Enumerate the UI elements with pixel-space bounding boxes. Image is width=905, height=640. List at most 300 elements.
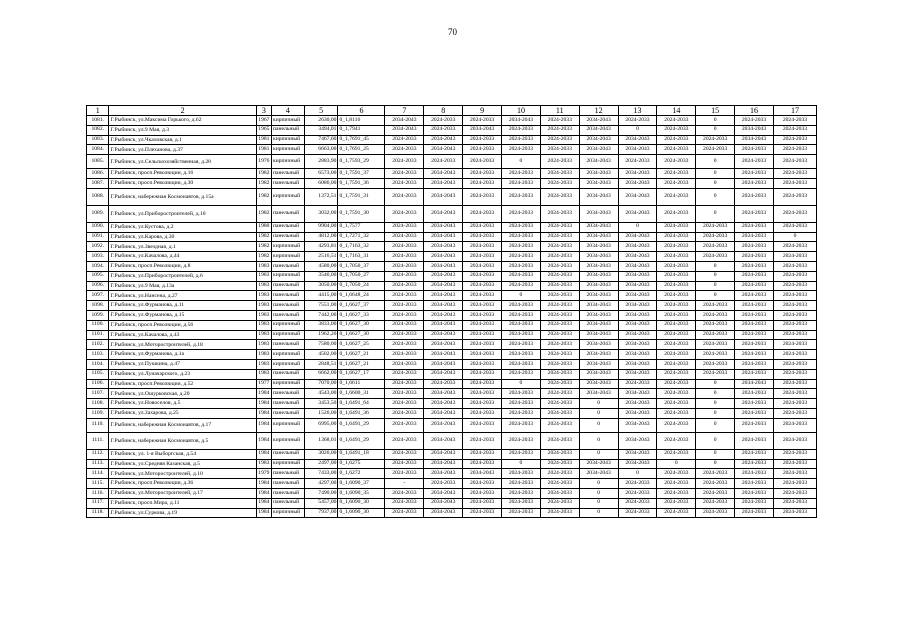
cell-14: 2024-2033 [657, 330, 696, 340]
cell-12: 2034-2043 [579, 145, 618, 155]
cell-10: 2024-2033 [502, 281, 541, 291]
address: Г.Рыбинск, ул.Моторостроителей, д.10 [109, 469, 256, 479]
cell-14: 2024-2033 [657, 350, 696, 360]
cell-9: 2024-2033 [463, 281, 502, 291]
area: 3026,00 [304, 449, 338, 459]
wall-material: панельный [272, 291, 305, 301]
cell-17: 2024-2033 [773, 145, 816, 155]
code: 0_1,6627_30 [338, 330, 385, 340]
code: 0_1,6611 [338, 379, 385, 389]
cell-15: 2024-2033 [696, 222, 735, 232]
cell-13: 2034-2043 [618, 178, 657, 188]
cell-17: 2024-2033 [773, 291, 816, 301]
wall-material: кирпичный [272, 320, 305, 330]
code: 0_1,6627_25 [338, 340, 385, 350]
cell-15: 0 [696, 155, 735, 169]
year-built: 1981 [256, 135, 271, 145]
table-row [87, 359, 817, 369]
cell-17: 2024-2033 [773, 330, 816, 340]
cell-17: 2024-2033 [773, 379, 816, 389]
code: 0_1,6272 [338, 469, 385, 479]
cell-17: 2024-2033 [773, 432, 816, 449]
cell-8: 2024-2033 [424, 479, 463, 489]
cell-11: 2024-2033 [540, 291, 579, 301]
column-header: 4 [272, 106, 305, 116]
cell-10: 2024-2033 [502, 488, 541, 498]
cell-16: 2024-2033 [735, 418, 774, 432]
cell-12: 0 [579, 418, 618, 432]
wall-material: кирпичный [272, 116, 305, 126]
area: 3833,00 [304, 320, 338, 330]
year-built: 1983 [256, 261, 271, 271]
column-header: 14 [657, 106, 696, 116]
area: 4293,81 [304, 242, 338, 252]
cell-9: 2024-2033 [463, 242, 502, 252]
code: 0_1,7591_30 [338, 205, 385, 222]
cell-8: 2034-2043 [424, 350, 463, 360]
cell-11: 2024-2033 [540, 205, 579, 222]
cell-12: 2034-2043 [579, 242, 618, 252]
area: 2497,00 [304, 459, 338, 469]
address: Г.Рыбинск, ул.Моторостроителей, д.17 [109, 488, 256, 498]
table-row [87, 469, 817, 479]
data-table [86, 105, 817, 518]
year-built: 1984 [256, 498, 271, 508]
row-number: 1083. [87, 135, 109, 145]
cell-16: 2024-2033 [735, 488, 774, 498]
column-header: 9 [463, 106, 502, 116]
cell-8: 2034-2043 [424, 205, 463, 222]
cell-8: 2034-2043 [424, 449, 463, 459]
row-number: 1092. [87, 242, 109, 252]
row-number: 1100. [87, 320, 109, 330]
row-number: 1116. [87, 488, 109, 498]
cell-17: 0 [773, 232, 816, 242]
code: 0_1,6275 [338, 459, 385, 469]
cell-16: 2024-2033 [735, 432, 774, 449]
cell-7: 2024-2033 [385, 178, 424, 188]
area: 7070,00 [304, 379, 338, 389]
area: 1526,00 [304, 408, 338, 418]
cell-7: 2024-2033 [385, 188, 424, 205]
cell-11: 2024-2033 [540, 222, 579, 232]
cell-12: 0 [579, 449, 618, 459]
cell-9: 2024-2033 [463, 498, 502, 508]
wall-material: панельный [272, 205, 305, 222]
area: 6573,00 [304, 169, 338, 179]
cell-11: 2024-2033 [540, 340, 579, 350]
area: 7580,00 [304, 340, 338, 350]
wall-material: панельный [272, 449, 305, 459]
cell-11: 2024-2033 [540, 301, 579, 311]
cell-17: 2024-2033 [773, 389, 816, 399]
table-row [87, 320, 817, 330]
cell-9: 2024-2033 [463, 169, 502, 179]
wall-material: панельный [272, 389, 305, 399]
address: Г.Рыбинск, ул. 1-я Выборгская, д.54 [109, 449, 256, 459]
cell-7: 2024-2033 [385, 350, 424, 360]
row-number: 1117. [87, 498, 109, 508]
cell-11: 2024-2033 [540, 449, 579, 459]
year-built: 1983 [256, 359, 271, 369]
year-built: 1984 [256, 408, 271, 418]
cell-14: 2024-2033 [657, 271, 696, 281]
table-row [87, 135, 817, 145]
wall-material: кирпичный [272, 359, 305, 369]
address: Г.Рыбинск, ул.Сельскохозяйственная, д.28 [109, 155, 256, 169]
code: 0_1,6648_24 [338, 291, 385, 301]
code: 0_1,6627_33 [338, 310, 385, 320]
cell-10: 2024-2033 [502, 350, 541, 360]
cell-12: 0 [579, 408, 618, 418]
wall-material: кирпичный [272, 242, 305, 252]
row-number: 1084. [87, 145, 109, 155]
column-header: 16 [735, 106, 774, 116]
cell-13: 0 [618, 125, 657, 135]
table-row [87, 399, 817, 409]
cell-15: 0 [696, 408, 735, 418]
address: Г.Рыбинск, ул.Плеханова, д.37 [109, 145, 256, 155]
code: 0_1,6627_21 [338, 350, 385, 360]
cell-10: 0 [502, 379, 541, 389]
cell-14: 2024-2033 [657, 359, 696, 369]
cell-15: 2024-2033 [696, 350, 735, 360]
cell-15: 0 [696, 389, 735, 399]
table-row [87, 330, 817, 340]
row-number: 1095. [87, 271, 109, 281]
cell-17: 2024-2033 [773, 449, 816, 459]
cell-14: 2024-2033 [657, 432, 696, 449]
cell-12: 0 [579, 432, 618, 449]
column-header: 10 [502, 106, 541, 116]
cell-10: 2024-2033 [502, 369, 541, 379]
wall-material: панельный [272, 399, 305, 409]
cell-12: 0 [579, 399, 618, 409]
cell-11: 2024-2033 [540, 261, 579, 271]
cell-16: 2024-2033 [735, 449, 774, 459]
column-header: 13 [618, 106, 657, 116]
cell-15: 0 [696, 178, 735, 188]
year-built: 1983 [256, 320, 271, 330]
cell-17: 2024-2033 [773, 350, 816, 360]
table-row [87, 418, 817, 432]
cell-8: 2034-2043 [424, 359, 463, 369]
year-built: 1983 [256, 459, 271, 469]
row-number: 1086. [87, 169, 109, 179]
year-built: 1984 [256, 418, 271, 432]
cell-7: 2024-2033 [385, 408, 424, 418]
cell-17: 2024-2033 [773, 242, 816, 252]
address: Г.Рыбинск, набережная Космонавтов, д.15а [109, 188, 256, 205]
cell-10: 2024-2033 [502, 261, 541, 271]
cell-12: 2034-2043 [579, 389, 618, 399]
table-row [87, 449, 817, 459]
cell-13: 2034-2043 [618, 291, 657, 301]
cell-9: 2024-2033 [463, 350, 502, 360]
address: Г.Рыбинск, просп.Революции, д.52 [109, 379, 256, 389]
cell-17: 2024-2033 [773, 359, 816, 369]
cell-7: 2034-2043 [385, 116, 424, 126]
cell-15: 2024-2033 [696, 145, 735, 155]
address: Г.Рыбинск, ул.Захарова, д.25 [109, 408, 256, 418]
cell-13: 0 [618, 222, 657, 232]
code: 0_1,6627_37 [338, 301, 385, 311]
cell-8: 2034-2043 [424, 408, 463, 418]
cell-17: 2024-2033 [773, 479, 816, 489]
cell-14: 2024-2033 [657, 252, 696, 262]
cell-8: 2034-2043 [424, 418, 463, 432]
cell-12: 2034-2043 [579, 125, 618, 135]
address: Г.Рыбинск, ул.Приборостроителей, д.6 [109, 271, 256, 281]
cell-17: 2024-2033 [773, 281, 816, 291]
table-row [87, 261, 817, 271]
wall-material: кирпичный [272, 271, 305, 281]
year-built: 1983 [256, 330, 271, 340]
cell-8: 2034-2043 [424, 469, 463, 479]
address: Г.Рыбинск, ул.Пушкина, д.47 [109, 359, 256, 369]
cell-11: 2024-2033 [540, 155, 579, 169]
cell-12: 2034-2043 [579, 469, 618, 479]
cell-12: 2034-2043 [579, 155, 618, 169]
area: 4297,00 [304, 479, 338, 489]
cell-9: 2024-2033 [463, 488, 502, 498]
area: 7551,00 [304, 301, 338, 311]
cell-17: 2024-2033 [773, 408, 816, 418]
cell-17: 2024-2033 [773, 125, 816, 135]
wall-material: панельный [272, 261, 305, 271]
year-built: 1982 [256, 169, 271, 179]
cell-15: 2024-2033 [696, 508, 735, 518]
cell-11: 2024-2033 [540, 178, 579, 188]
cell-17: 2024-2033 [773, 205, 816, 222]
cell-16: 2024-2033 [735, 389, 774, 399]
wall-material: панельный [272, 301, 305, 311]
cell-14: 2024-2033 [657, 188, 696, 205]
cell-13: 2034-2043 [618, 389, 657, 399]
area: 2516,51 [304, 252, 338, 262]
address: Г.Рыбинск, ул.Моторостроителей, д.18 [109, 340, 256, 350]
cell-12: 0 [579, 479, 618, 489]
cell-16: 2024-2033 [735, 340, 774, 350]
cell-12: 2034-2043 [579, 178, 618, 188]
cell-15: 2024-2033 [696, 320, 735, 330]
cell-16: 2024-2033 [735, 359, 774, 369]
cell-11: 2024-2033 [540, 252, 579, 262]
cell-13: 2034-2043 [618, 408, 657, 418]
year-built: 1982 [256, 178, 271, 188]
year-built: 1983 [256, 291, 271, 301]
cell-17: 2024-2033 [773, 169, 816, 179]
cell-10: 2024-2033 [502, 418, 541, 432]
code: 0_1,7691_25 [338, 145, 385, 155]
code: 0_1,6491_29 [338, 418, 385, 432]
row-number: 1098. [87, 301, 109, 311]
row-number: 1097. [87, 291, 109, 301]
cell-15: 2024-2033 [696, 242, 735, 252]
wall-material: кирпичный [272, 188, 305, 205]
area: 7490,00 [304, 488, 338, 498]
cell-14: 2024-2033 [657, 291, 696, 301]
address: Г.Рыбинск, ул.Максима Горького, д.62 [109, 116, 256, 126]
code: 0_1,7691_45 [338, 135, 385, 145]
column-header: 5 [304, 106, 338, 116]
cell-9: 2024-2033 [463, 330, 502, 340]
cell-11: 2024-2033 [540, 399, 579, 409]
cell-16: 2024-2033 [735, 232, 774, 242]
year-built: 1983 [256, 340, 271, 350]
cell-17: 2024-2033 [773, 340, 816, 350]
cell-7: 2024-2033 [385, 432, 424, 449]
cell-11: 2024-2033 [540, 320, 579, 330]
area: 2630,00 [304, 116, 338, 126]
cell-12: 0 [579, 498, 618, 508]
area: 7937,00 [304, 508, 338, 518]
cell-12: 2034-2043 [579, 116, 618, 126]
row-number: 1082. [87, 125, 109, 135]
cell-14: 2024-2033 [657, 488, 696, 498]
year-built: 1983 [256, 301, 271, 311]
cell-7: 2024-2033 [385, 232, 424, 242]
year-built: 1984 [256, 508, 271, 518]
table-row [87, 281, 817, 291]
cell-9: 2024-2033 [463, 408, 502, 418]
code: 0_1,7593_29 [338, 155, 385, 169]
row-number: 1107. [87, 389, 109, 399]
wall-material: кирпичный [272, 135, 305, 145]
area: 1368,01 [304, 432, 338, 449]
year-built: 1982 [256, 188, 271, 205]
column-header: 6 [338, 106, 385, 116]
code: 0_1,6491_64 [338, 399, 385, 409]
cell-17: 2024-2033 [773, 399, 816, 409]
table-row [87, 205, 817, 222]
cell-16: 2024-2033 [735, 350, 774, 360]
column-header: 3 [256, 106, 271, 116]
cell-8: 2034-2043 [424, 232, 463, 242]
row-number: 1091. [87, 232, 109, 242]
cell-13: 0 [618, 469, 657, 479]
cell-8: 2034-2043 [424, 135, 463, 145]
cell-10: 2024-2033 [502, 469, 541, 479]
table-row [87, 379, 817, 389]
cell-11: 2024-2033 [540, 145, 579, 155]
cell-17: 2024-2033 [773, 261, 816, 271]
cell-13: 2034-2043 [618, 369, 657, 379]
cell-10: 2024-2033 [502, 310, 541, 320]
cell-13: 2034-2043 [618, 310, 657, 320]
cell-15: 0 [696, 281, 735, 291]
cell-12: 2034-2043 [579, 379, 618, 389]
row-number: 1081. [87, 116, 109, 126]
table-row [87, 432, 817, 449]
table-row [87, 145, 817, 155]
cell-15: 2024-2033 [696, 359, 735, 369]
cell-14: 2024-2033 [657, 281, 696, 291]
wall-material: кирпичный [272, 350, 305, 360]
wall-material: кирпичный [272, 252, 305, 262]
cell-12: 2034-2043 [579, 281, 618, 291]
cell-12: 2034-2043 [579, 205, 618, 222]
year-built: 1965 [256, 125, 271, 135]
code: 0_1,6491_18 [338, 449, 385, 459]
cell-13: 2024-2033 [618, 498, 657, 508]
area: 1962,20 [304, 330, 338, 340]
address: Г.Рыбинск, просп.Революции, д.30 [109, 178, 256, 188]
cell-12: 2034-2043 [579, 301, 618, 311]
year-built: 1984 [256, 389, 271, 399]
cell-14: 2024-2033 [657, 310, 696, 320]
code: 0_1,7163_31 [338, 252, 385, 262]
area: 7442,00 [304, 310, 338, 320]
cell-12: 2034-2043 [579, 369, 618, 379]
cell-11: 2024-2033 [540, 508, 579, 518]
cell-8: 2034-2043 [424, 459, 463, 469]
cell-17: 2024-2033 [773, 116, 816, 126]
cell-8: 2034-2043 [424, 145, 463, 155]
cell-15: 0 [696, 418, 735, 432]
cell-10: 2024-2033 [502, 508, 541, 518]
cell-16: 2024-2033 [735, 252, 774, 262]
cell-16: 2024-2033 [735, 188, 774, 205]
address: Г.Рыбинск, ул.Нансена, д.27 [109, 291, 256, 301]
cell-8: 2034-2043 [424, 271, 463, 281]
area: 6086,00 [304, 178, 338, 188]
column-header: 15 [696, 106, 735, 116]
cell-8: 2034-2043 [424, 178, 463, 188]
cell-11: 2024-2033 [540, 310, 579, 320]
cell-7: 2024-2033 [385, 271, 424, 281]
cell-16: 2024-2033 [735, 178, 774, 188]
year-built: 1976 [256, 155, 271, 169]
cell-16: 2024-2033 [735, 469, 774, 479]
cell-14: 2024-2033 [657, 145, 696, 155]
cell-9: 2024-2033 [463, 310, 502, 320]
cell-7: 2024-2033 [385, 488, 424, 498]
cell-16: 2034-2043 [735, 135, 774, 145]
area: 3453,50 [304, 399, 338, 409]
code: 0_1,7271_32 [338, 232, 385, 242]
cell-13: 2034-2043 [618, 281, 657, 291]
wall-material: панельный [272, 408, 305, 418]
cell-10: 2024-2033 [502, 408, 541, 418]
year-built: 1977 [256, 379, 271, 389]
cell-10: 2024-2033 [502, 252, 541, 262]
year-built: 1984 [256, 399, 271, 409]
row-number: 1085. [87, 155, 109, 169]
cell-17: 2024-2033 [773, 320, 816, 330]
cell-12: 2034-2043 [579, 135, 618, 145]
cell-16: 2024-2033 [735, 498, 774, 508]
area: 9904,00 [304, 222, 338, 232]
cell-13: 2034-2043 [618, 145, 657, 155]
year-built: 1982 [256, 232, 271, 242]
cell-9: 2024-2033 [463, 389, 502, 399]
year-built: 1984 [256, 432, 271, 449]
code: 0_1,7591_36 [338, 178, 385, 188]
area: 6995,00 [304, 418, 338, 432]
cell-8: 2034-2043 [424, 508, 463, 518]
cell-8: 2034-2043 [424, 369, 463, 379]
wall-material: кирпичный [272, 459, 305, 469]
cell-17: 2024-2033 [773, 188, 816, 205]
area: 3032,00 [304, 205, 338, 222]
wall-material: панельный [272, 479, 305, 489]
cell-8: 2034-2043 [424, 169, 463, 179]
cell-11: 2024-2033 [540, 281, 579, 291]
cell-10: 2024-2033 [502, 178, 541, 188]
cell-13: 2034-2043 [618, 135, 657, 145]
cell-9: 2024-2033 [463, 399, 502, 409]
